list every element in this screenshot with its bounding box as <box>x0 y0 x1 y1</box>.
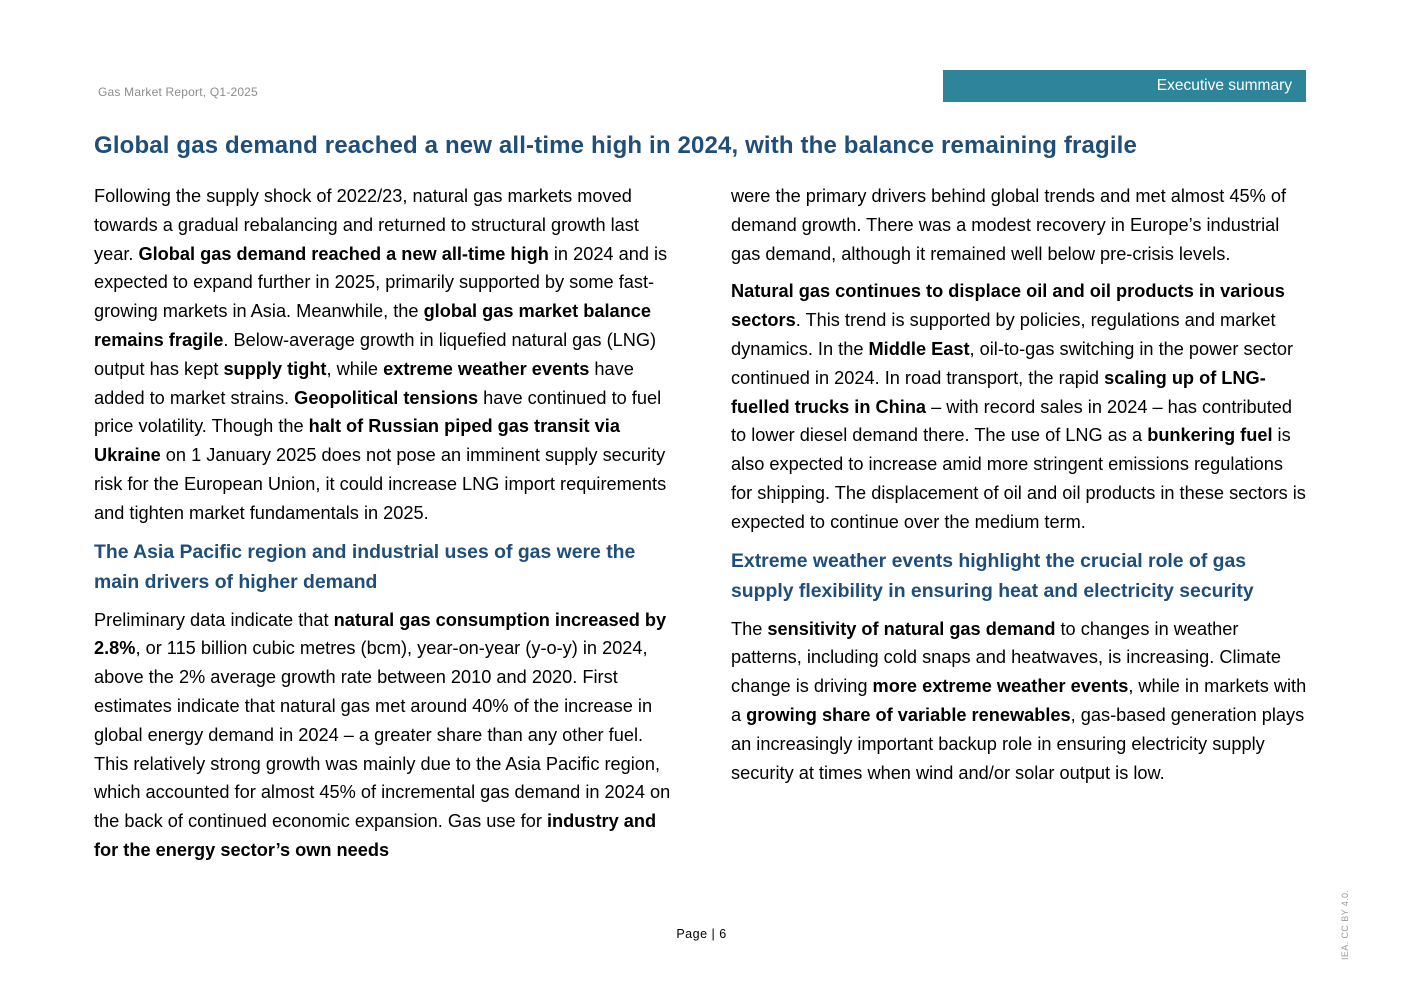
text-run: , while <box>326 358 384 379</box>
text-run: in 2024 and is expected to expand further in 2025, primarily supported by some fast-growing markets in Asia. Meanwhile, the <box>94 243 668 322</box>
bold-run: extreme weather events <box>383 358 590 379</box>
demand-paragraph <box>94 606 678 865</box>
page-title: Global gas demand reached a new all-time high in 2024, with the balance remaining fragile <box>94 132 1137 159</box>
text-run: . This trend is supported by policies, regulations and market dynamics. In the <box>731 310 1276 359</box>
left-column <box>94 182 678 874</box>
bold-run: Global gas demand reached a new all-time high <box>138 243 549 264</box>
continued-paragraph: were the primary drivers behind global trends and met almost 45% of demand growth. There was a modest recovery in Europe’s industrial gas demand, although it remained well below pre-crisis levels. <box>731 186 1286 264</box>
text-run: , or 115 billion cubic metres (bcm), year-on-year (y-o-y) in 2024, above the 2% average growth rate between 2010 and 2020. First estimates indicate that natural gas met around 40% of the increase in global energy demand in 2024 – a greater share than any other fuel. This relatively strong growth was mainly due to the Asia Pacific region, which accounted for almost 45% of incremental gas demand in 2024 on the back of continued economic expansion. Gas use for <box>94 638 671 832</box>
bold-run: global gas market balance remains fragile <box>94 301 651 350</box>
text-run: have added to market strains. <box>94 358 634 408</box>
text-run: – with record sales in 2024 – has contributed to lower diesel demand there. The use of LNG as a <box>731 396 1293 446</box>
bold-run: natural gas consumption increased by 2.8% <box>94 609 667 659</box>
bold-run: supply tight <box>223 358 327 379</box>
text-run: . Below-average growth in liquefied natural gas (LNG) output has kept <box>94 329 657 379</box>
text-run: Following the supply shock of 2022/23, natural gas markets moved towards a gradual rebalancing and returned to structural growth last year. <box>94 186 639 264</box>
bold-run: bunkering fuel <box>1147 425 1273 446</box>
text-run: , oil-to-gas switching in the power sector continued in 2024. In road transport, the rapid <box>731 338 1294 388</box>
bold-run: more extreme weather events <box>872 676 1129 697</box>
text-run: is also expected to increase amid more stringent emissions regulations for shipping. The displacement of oil and oil products in these sectors is expected to continue over the medium term. <box>731 425 1306 532</box>
bold-run: industry and for the energy sector’s own needs <box>94 811 657 860</box>
section-heading-extreme-weather: Extreme weather events highlight the crucial role of gas supply flexibility in ensuring heat and electricity security <box>731 549 1254 602</box>
intro-paragraph <box>94 182 678 528</box>
text-run: on 1 January 2025 does not pose an imminent supply security risk for the European Union, it could increase LNG import requirements and tighten market fundamentals in 2025. <box>94 445 667 523</box>
displacement-paragraph <box>731 277 1309 536</box>
text-run: have continued to fuel price volatility. Though the <box>94 387 662 437</box>
bold-run: scaling up of LNG-fuelled trucks in China <box>731 367 1266 417</box>
text-run: , while in markets with a <box>731 676 1307 725</box>
text-run: to changes in weather patterns, including cold snaps and heatwaves, is increasing. Climate change is driving <box>731 618 1281 697</box>
text-run: The <box>731 618 768 639</box>
bold-run: Middle East <box>868 338 970 359</box>
report-name: Gas Market Report, Q1-2025 <box>98 85 258 99</box>
weather-paragraph <box>731 615 1309 788</box>
text-run: Preliminary data indicate that <box>94 609 334 630</box>
bold-run: growing share of variable renewables <box>746 704 1071 725</box>
text-run: , gas-based generation plays an increasingly important backup role in ensuring electricity supply security at times when wind and/or solar output is low. <box>731 704 1305 783</box>
section-heading-asia-pacific: The Asia Pacific region and industrial uses of gas were the main drivers of higher demand <box>94 540 636 593</box>
section-badge: Executive summary <box>943 70 1306 102</box>
bold-run: sensitivity of natural gas demand <box>767 618 1056 639</box>
bold-run: Geopolitical tensions <box>294 387 479 408</box>
bold-run: Natural gas continues to displace oil and oil products in various sectors <box>731 281 1285 331</box>
right-column <box>731 182 1309 796</box>
bold-run: halt of Russian piped gas transit via Ukraine <box>94 416 620 466</box>
license-note: IEA. CC BY 4.0. <box>1340 889 1350 960</box>
page-number: Page | 6 <box>676 927 727 941</box>
